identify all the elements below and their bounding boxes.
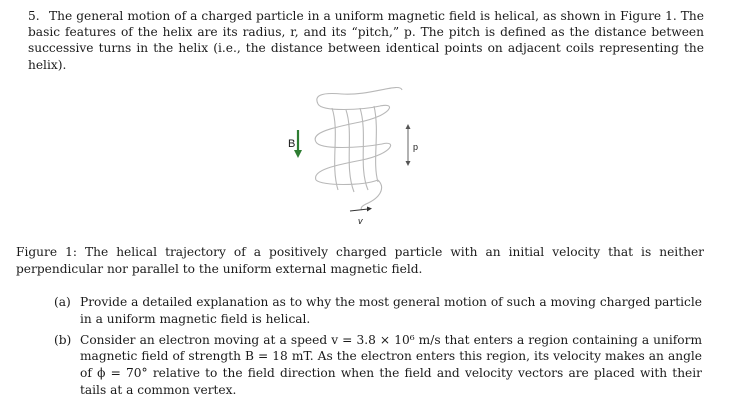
- helix-coil-2: [315, 105, 389, 142]
- helix-trajectory: [315, 88, 402, 210]
- problem-statement: [28, 8, 704, 73]
- subpart-a: [54, 294, 702, 328]
- subpart-b: [54, 332, 702, 399]
- helix-diagram: [270, 72, 430, 230]
- subpart-label: (b): [54, 332, 72, 347]
- field-label: B: [288, 138, 296, 150]
- subpart-text: Consider an electron moving at a speed v = 3.8 × 10⁶ m/s that enters a region containing a uniform magnetic field of strength B = 18 mT. As the electron enters this region, its velocity makes an angle of ϕ = 70° relative to the field direction when the field and velocity vectors are placed with their tails at a common vertex.: [80, 332, 702, 397]
- problem-text: The general motion of a charged particle in a uniform magnetic field is helical, as shown in Figure 1. The basic features of the helix are its radius, r, and its “pitch,” p. The pitch is defined as the distance between successive turns in the helix (i.e., the distance between identical points on adjacent coils representing the helix).: [28, 9, 704, 72]
- pitch-indicator: [406, 124, 411, 166]
- helix-coil-3: [316, 143, 391, 180]
- pitch-label: p: [413, 142, 419, 152]
- helix-figure: [270, 72, 430, 230]
- subparts-list: [54, 294, 702, 403]
- subpart-label: (a): [54, 295, 71, 309]
- problem-number: 5.: [28, 9, 40, 23]
- helix-coil-1: [317, 88, 402, 104]
- velocity-label: v: [358, 216, 363, 226]
- figure-caption: Figure 1: The helical trajectory of a positively charged particle with an initial velocity that is neither perpendicular nor parallel to the uniform external magnetic field.: [16, 245, 704, 276]
- subpart-text: Provide a detailed explanation as to why the most general motion of such a moving charged particle in a uniform magnetic field is helical.: [80, 295, 702, 326]
